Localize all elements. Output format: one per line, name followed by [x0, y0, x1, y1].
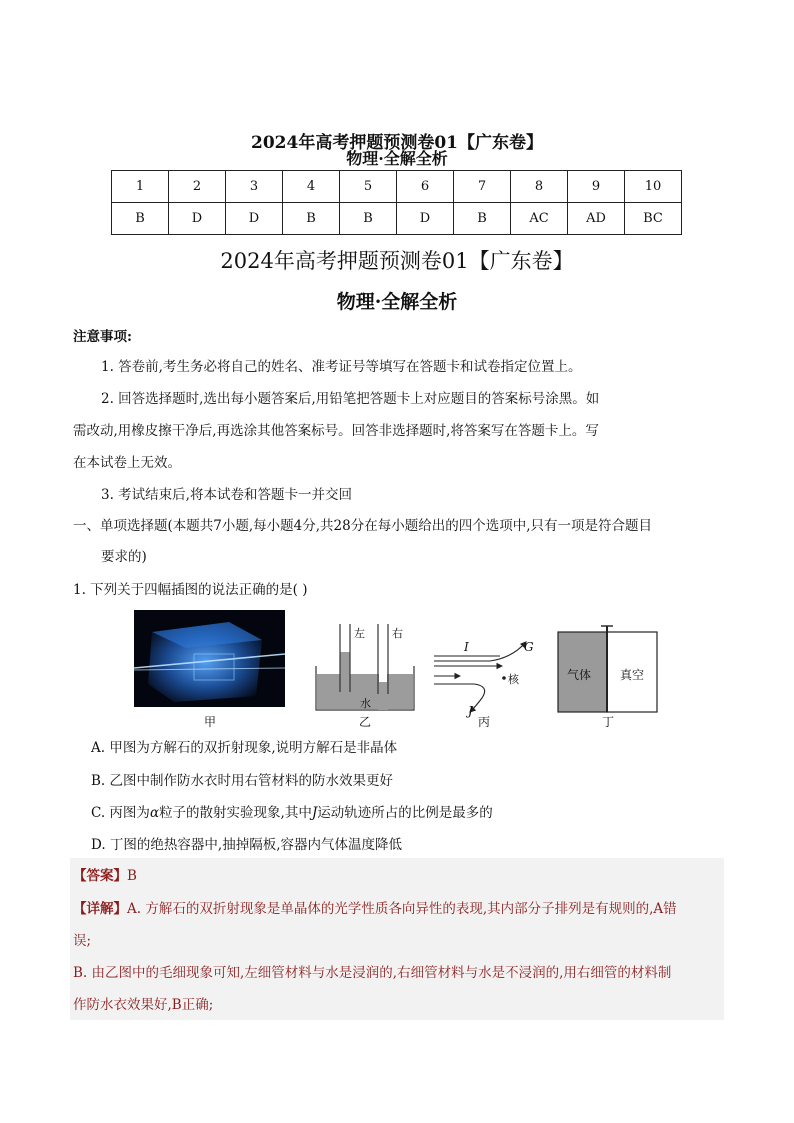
trajectory-label-i: I: [464, 640, 469, 654]
table-cell: D: [397, 203, 454, 235]
table-cell: B: [340, 203, 397, 235]
notice-item-1: 1. 答卷前,考生务必将自己的姓名、准考证号等填写在答题卡和试卷指定位置上。: [101, 359, 582, 375]
table-cell: 7: [454, 171, 511, 203]
option-c-mid: 粒子的散射实验现象,其中: [159, 805, 312, 821]
question-stem: 1. 下列关于四幅插图的说法正确的是( ): [73, 582, 308, 598]
table-cell: 4: [283, 171, 340, 203]
table-cell: B: [112, 203, 169, 235]
vacuum-label: 真空: [620, 668, 645, 682]
section-heading: 一、单项选择题(本题共7小题,每小题4分,共28分在每小题给出的四个选项中,只有一项是符合题目: [73, 518, 652, 534]
notice-heading: 注意事项:: [73, 329, 132, 345]
notice-item-3: 3. 考试结束后,将本试卷和答题卡一并交回: [101, 487, 352, 503]
trajectory-label-g: G: [524, 640, 534, 654]
table-cell: B: [283, 203, 340, 235]
tube-label-right: 右: [392, 627, 403, 640]
figure-caption-yi: 乙: [359, 715, 372, 729]
detail-line-3: B. 由乙图中的毛细现象可知,左细管材料与水是浸润的,右细管材料与水是不浸润的,用右细管的材料制: [73, 965, 672, 981]
detail-line-2: 误;: [73, 933, 92, 949]
gas-label: 气体: [567, 668, 592, 682]
notice-item-2-end: 在本试卷上无效。: [73, 455, 181, 471]
answer-label: 【答案】: [73, 868, 127, 884]
tube-label-left: 左: [354, 627, 365, 640]
water-label: 水: [360, 697, 371, 710]
table-cell: 6: [397, 171, 454, 203]
table-cell: 10: [625, 171, 682, 203]
detail-line-4: 作防水衣效果好,B正确;: [73, 997, 214, 1013]
table-cell: 1: [112, 171, 169, 203]
table-cell: AC: [511, 203, 568, 235]
figure-caption-bing: 丙: [478, 715, 491, 729]
trajectory-label-j: J: [468, 704, 473, 718]
table-cell: 9: [568, 171, 625, 203]
j-symbol: J: [311, 805, 318, 821]
alpha-symbol: α: [149, 805, 160, 821]
page-title: 2024年高考押题预测卷01【广东卷】: [220, 249, 574, 273]
table-row-answers: [112, 203, 682, 235]
top-title: 2024年高考押题预测卷01【广东卷】: [251, 133, 543, 153]
option-d: D. 丁图的绝热容器中,抽掉隔板,容器内气体温度降低: [91, 837, 403, 853]
figure-caption-jia: 甲: [204, 715, 217, 729]
figure-caption-ding: 丁: [602, 715, 615, 729]
table-cell: D: [169, 203, 226, 235]
option-c-post: 运动轨迹所占的比例是最多的: [317, 805, 493, 821]
detail-label: 【详解】: [73, 901, 127, 917]
table-cell: D: [226, 203, 283, 235]
table-cell: 5: [340, 171, 397, 203]
table-row-numbers: [112, 171, 682, 203]
detail-text-1: A. 方解石的双折射现象是单晶体的光学性质各向异性的表现,其内部分子排列是有规则的,A错: [127, 901, 677, 917]
notice-item-2-cont: 需改动,用橡皮擦干净后,再选涂其他答案标号。回答非选择题时,将答案写在答题卡上。写: [73, 423, 599, 439]
table-cell: B: [454, 203, 511, 235]
top-subtitle: 物理·全解全析: [346, 149, 448, 168]
option-c: [91, 803, 493, 823]
option-b: B. 乙图中制作防水衣时用右管材料的防水效果更好: [91, 773, 394, 789]
nucleus-label: 核: [508, 673, 519, 686]
notice-item-2: 2. 回答选择题时,选出每小题答案后,用铅笔把答题卡上对应题目的答案标号涂黑。如: [101, 391, 600, 407]
table-cell: 3: [226, 171, 283, 203]
table-cell: BC: [625, 203, 682, 235]
table-cell: AD: [568, 203, 625, 235]
detail-line-1: [73, 899, 723, 919]
table-cell: 2: [169, 171, 226, 203]
page-subtitle: 物理·全解全析: [336, 291, 458, 313]
answer-value: B: [127, 868, 137, 884]
section-heading-cont: 要求的): [101, 549, 147, 565]
table-cell: 8: [511, 171, 568, 203]
option-a: A. 甲图为方解石的双折射现象,说明方解石是非晶体: [91, 740, 398, 756]
calcite-figure: [134, 610, 285, 707]
option-c-pre: C. 丙图为: [91, 805, 150, 821]
answer-table: [111, 170, 682, 235]
answer-line: [73, 866, 137, 886]
